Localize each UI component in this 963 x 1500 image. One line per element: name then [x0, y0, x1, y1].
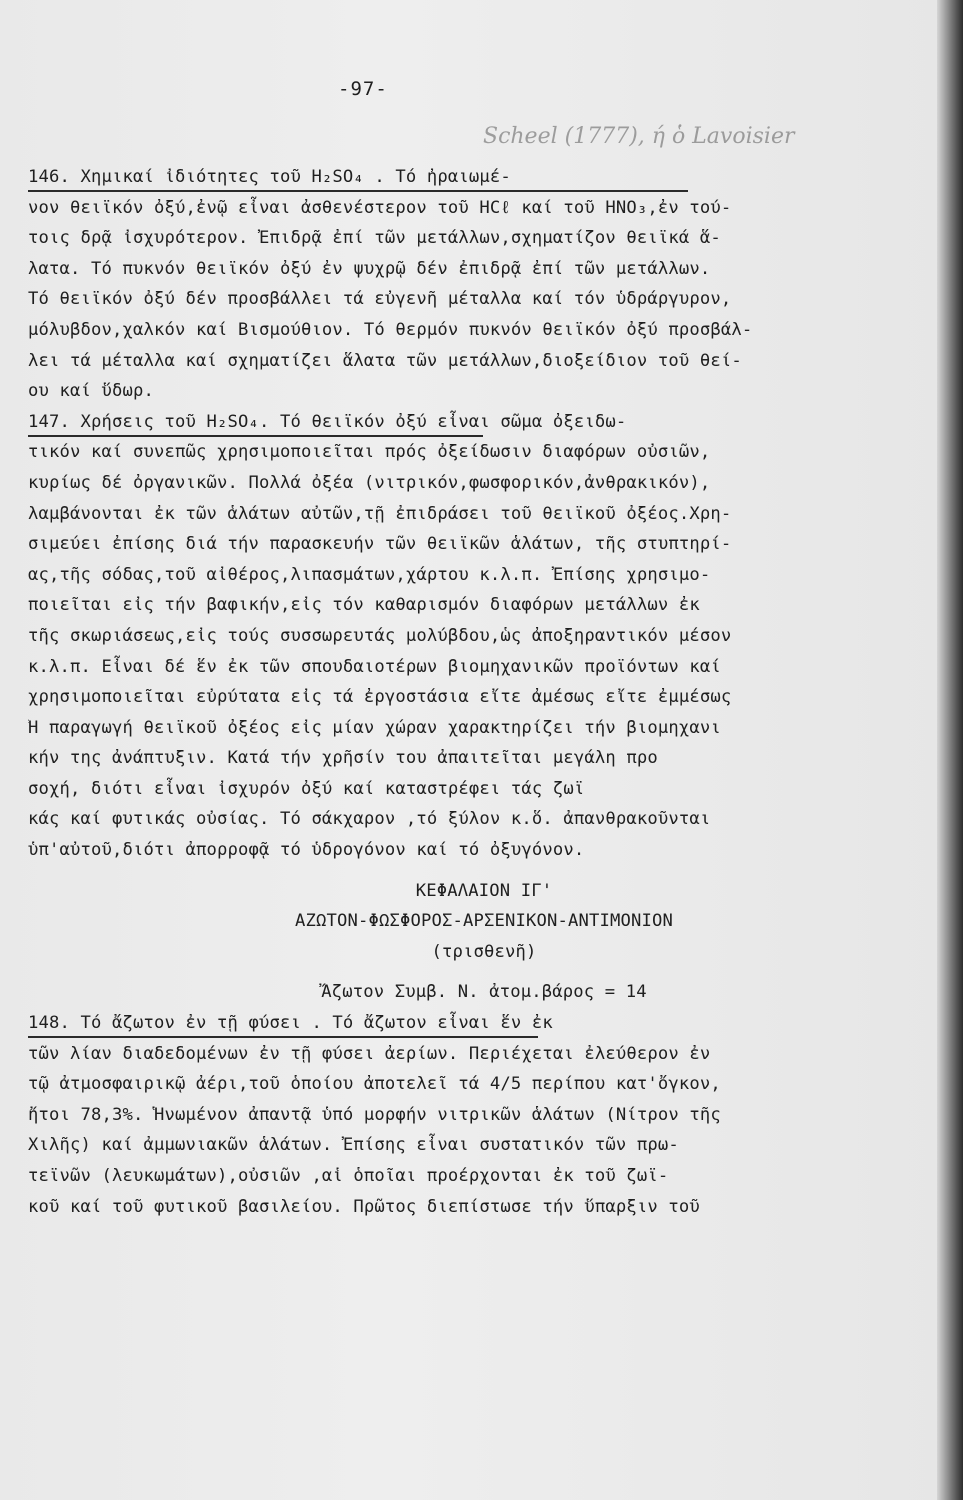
line-32: τεϊνῶν (λευκωμάτων),οὐσιῶν ,αἱ ὁποῖαι προέρχονται ἐκ τοῦ ζωϊ-	[28, 1166, 669, 1186]
line-20: σοχή, διότι εἶναι ἰσχυρόν ὀξύ καί καταστρέφει τάς ζωϊ	[28, 778, 585, 799]
element-header: Ἄζωτον Συμβ. N. ἀτομ.βάρος = 14	[321, 982, 647, 1003]
line-18: Ἡ παραγωγή θειϊκοῦ ὀξέος εἰς μίαν χώραν χαρακτηρίζει τήν βιομηχανι	[28, 717, 721, 738]
line-2: τοις δρᾷ ἰσχυρότερον. Ἐπιδρᾷ ἐπί τῶν μετάλλων,σχηματίζον θειϊκά ἅ-	[28, 228, 721, 249]
line-0: 146. Χημικαί ἰδιότητες τοῦ H₂SO₄ . Τό ἠραιωμέ-	[28, 167, 511, 187]
line-19: κήν της ἀνάπτυξιν. Κατά τήν χρῆσίν του ἀπαιτεῖται μεγάλη προ	[28, 748, 658, 769]
line-12: σιμεύει ἐπίσης διά τήν παρασκευήν τῶν θειϊκῶν ἁλάτων, τῆς στυπτηρί-	[28, 534, 732, 555]
line-11: λαμβάνονται ἐκ τῶν ἁλάτων αὐτῶν,τῇ ἐπιδράσει τοῦ θειϊκοῦ ὀξέος.Χρη-	[28, 503, 732, 524]
heading-148	[28, 1008, 940, 1039]
chapter-valence: (τρισθενῆ)	[431, 941, 537, 962]
line-7: ου καί ὕδωρ.	[28, 381, 154, 402]
line-6: λει τά μέταλλα καί σχηματίζει ἅλατα τῶν μετάλλων,διοξείδιον τοῦ θεί-	[28, 350, 742, 371]
line-4: Τό θειϊκόν ὀξύ δέν προσβάλλει τά εὐγενῆ μέταλλα καί τόν ὑδράργυρον,	[28, 289, 732, 310]
page-number: -97-	[338, 78, 388, 100]
line-30: ἤτοι 78,3%. Ἡνωμένον ἀπαντᾷ ὑπό μορφήν νιτρικῶν ἁλάτων (Νίτρον τῆς	[28, 1104, 721, 1125]
line-27: 148. Τό ἄζωτον ἐν τῇ φύσει . Τό ἄζωτον εἶναι ἕν ἐκ	[28, 1013, 553, 1034]
line-14: ποιεῖται εἰς τήν βαφικήν,εἰς τόν καθαρισμόν διαφόρων μετάλλων ἐκ	[28, 595, 700, 616]
heading-147	[28, 407, 940, 438]
line-17: χρησιμοποιεῖται εὐρύτατα εἰς τά ἐργοστάσια εἴτε ἀμέσως εἴτε ἐμμέσως	[28, 687, 732, 708]
line-9: τικόν καί συνεπῶς χρησιμοποιεῖται πρός ὀξείδωσιν διαφόρων οὐσιῶν,	[28, 442, 711, 463]
line-28: τῶν λίαν διαδεδομένων ἐν τῇ φύσει ἀερίων. Περιέχεται ἐλεύθερον ἐν	[28, 1043, 711, 1064]
page-dark-edge	[937, 0, 963, 1500]
line-13: ας,τῆς σόδας,τοῦ αἰθέρος,λιπασμάτων,χάρτου κ.λ.π. Ἐπίσης χρησιμο-	[28, 564, 711, 585]
line-16: κ.λ.π. Εἶναι δέ ἕν ἐκ τῶν σπουδαιοτέρων βιομηχανικῶν προϊόντων καί	[28, 656, 721, 677]
text-lines	[28, 162, 940, 1222]
line-15: τῆς σκωριάσεως,εἰς τούς συσσωρευτάς μολύβδου,ὡς ἀποξηραντικόν μέσον	[28, 625, 732, 646]
heading-147-underline	[28, 435, 483, 437]
line-21: κάς καί φυτικάς οὐσίας. Τό σάκχαρον ,τό ξύλον κ.ὅ. ἀπανθρακοῦνται	[28, 809, 711, 830]
handwritten-margin-note: Scheel (1777), ή ὁ Lavoisier	[483, 124, 795, 149]
line-33: κοῦ καί τοῦ φυτικοῦ βασιλείου. Πρῶτος διεπίστωσε τήν ὕπαρξιν τοῦ	[28, 1196, 700, 1217]
heading-146-underline	[28, 190, 688, 192]
line-22: ὑπ'αὐτοῦ,διότι ἀπορροφᾷ τό ὑδρογόνον καί τό ὀξυγόνον.	[28, 840, 585, 861]
chapter-title: ΚΕΦΑΛΑΙΟΝ ΙΓ'	[415, 880, 553, 901]
heading-146	[28, 162, 940, 193]
line-5: μόλυβδον,χαλκόν καί Βισμούθιον. Τό θερμόν πυκνόν θειϊκόν ὀξύ προσβάλ-	[28, 319, 753, 340]
line-29: τῷ ἀτμοσφαιρικῷ ἀέρι,τοῦ ὁποίου ἀποτελεῖ τά 4/5 περίπου κατ'ὄγκον,	[28, 1074, 721, 1095]
line-10: κυρίως δέ ὀργανικῶν. Πολλά ὀξέα (νιτρικόν,φωσφορικόν,ἀνθρακικόν),	[28, 472, 711, 493]
chapter-subtitle: ΑΖΩΤΟΝ-ΦΩΣΦΟΡΟΣ-ΑΡΣΕΝΙΚΟΝ-ΑΝΤΙΜΟΝΙΟΝ	[295, 911, 673, 932]
heading-148-underline	[28, 1036, 538, 1038]
line-8: 147. Χρήσεις τοῦ H₂SO₄. Τό θειϊκόν ὀξύ εἶναι σῶμα ὀξειδω-	[28, 411, 627, 432]
line-1: νον θειϊκόν ὀξύ,ἐνῷ εἶναι ἀσθενέστερον τοῦ HCℓ καί τοῦ HNO₃,ἐν τού-	[28, 197, 732, 218]
line-3: λατα. Τό πυκνόν θειϊκόν ὀξύ ἐν ψυχρῷ δέν ἐπιδρᾷ ἐπί τῶν μετάλλων.	[28, 258, 711, 279]
line-31: Χιλῆς) καί ἀμμωνιακῶν ἁλάτων. Ἐπίσης εἶναι συστατικόν τῶν πρω-	[28, 1135, 679, 1156]
